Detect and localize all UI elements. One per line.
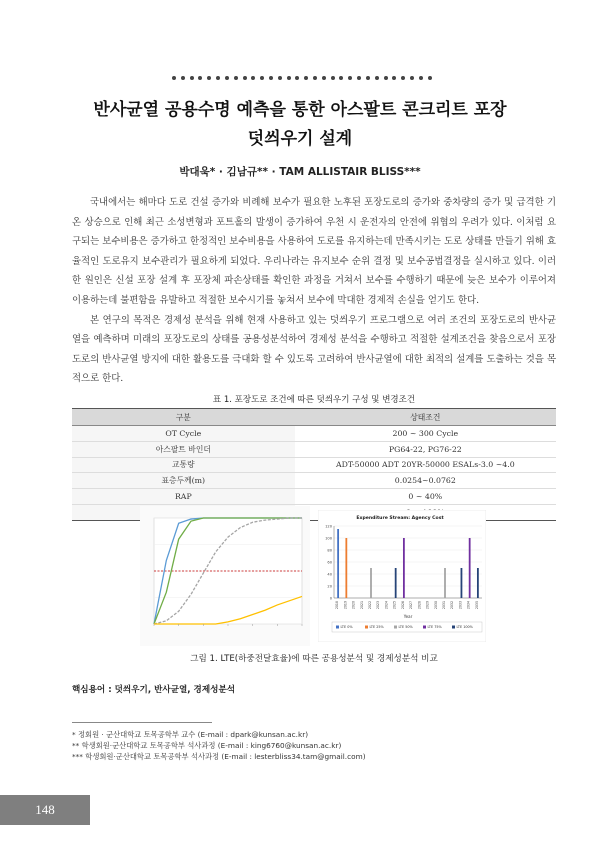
table-cell: 교통량	[72, 457, 295, 473]
dot	[313, 76, 317, 80]
x-tick-label: 2024	[384, 601, 389, 610]
legend-swatch	[452, 626, 455, 629]
dot	[419, 76, 423, 80]
y-tick-label: 20	[327, 584, 332, 589]
legend-label: LTE 25%	[369, 625, 384, 629]
x-tick-label: 2026	[400, 601, 405, 610]
y-tick-label: 100	[325, 536, 332, 541]
legend-swatch	[423, 626, 426, 629]
performance-line-chart	[140, 506, 310, 646]
dot	[243, 76, 247, 80]
dot	[392, 76, 396, 80]
title-line-1: 반사균열 공용수명 예측을 통한 아스팔트 콘크리트 포장	[93, 100, 507, 120]
x-tick-label: 2019	[343, 601, 348, 610]
bar	[395, 568, 397, 598]
table-row	[72, 441, 556, 457]
y-tick-label: 40	[327, 572, 332, 577]
agency-cost-bar-chart	[318, 510, 486, 642]
table-header-row	[72, 409, 556, 426]
x-tick-label: 2018	[335, 601, 340, 610]
x-tick-label: 2033	[458, 601, 463, 610]
legend-swatch	[336, 626, 339, 629]
legend-label: LTE 0%	[340, 625, 353, 629]
dot	[322, 76, 326, 80]
x-tick-label: 2035	[474, 601, 479, 610]
table-row	[72, 473, 556, 489]
x-tick-label: 2025	[392, 601, 397, 610]
paper-title	[40, 96, 560, 154]
table-cell: 표층두께(m)	[72, 473, 295, 489]
table-row	[72, 426, 556, 442]
y-tick-label: 60	[327, 560, 332, 565]
dot	[287, 76, 291, 80]
figure-caption: 그림 1. LTE(하중전달효율)에 따른 공용성분석 및 경제성분석 비교	[190, 654, 438, 664]
bar	[461, 568, 463, 598]
page-number: 148	[0, 795, 90, 825]
dot	[401, 76, 405, 80]
authors: 박대욱* · 김남규** · TAM ALLISTAIR BLISS***	[179, 166, 421, 178]
x-tick-label: 2029	[425, 601, 430, 610]
y-tick-label: 0	[329, 596, 332, 601]
body-text	[72, 193, 556, 389]
table-cell: OT Cycle	[72, 426, 295, 442]
x-tick-label: 2027	[409, 601, 414, 610]
dot	[331, 76, 335, 80]
table-row	[72, 457, 556, 473]
paragraph-2: 본 연구의 목적은 경제성 분석을 위해 현재 사용하고 있는 덧씌우기 프로그램으로 여러 조건의 포장도로의 반사균열을 예측하며 미래의 포장도로의 상태를 공용성분석하여 경제성 분석을 수행하고 적절한 설계조건을 찾음으로서 포장도로의 반사균열 방지에 대한 활용도를 극대화 할 수 있도록 고려하여 반사균열에 대한 최적의 설계를 도출하는 것을 목적으로 한다.	[72, 314, 556, 385]
dot	[384, 76, 388, 80]
dot	[366, 76, 370, 80]
x-tick-label: 2021	[359, 601, 364, 610]
dot	[172, 76, 176, 80]
dot	[181, 76, 185, 80]
title-line-2: 덧씌우기 설계	[247, 129, 353, 149]
table-cell: PG64-22, PG76-22	[295, 441, 556, 457]
bar	[337, 529, 339, 598]
footnote-1: * 정회원 · 군산대학교 토목공학부 교수 (E-mail : dpark@kunsan.ac.kr)	[72, 730, 309, 739]
table-header: 상태조건	[295, 409, 556, 426]
dot	[260, 76, 264, 80]
footnotes	[72, 729, 472, 762]
decorative-dots	[172, 74, 432, 82]
footnote-2: ** 학생회원·군산대학교 토목공학부 석사과정 (E-mail : king6760@kunsan.ac.kr)	[72, 741, 342, 750]
x-tick-label: 2028	[417, 601, 422, 610]
dot	[251, 76, 255, 80]
legend-label: LTE 50%	[398, 625, 413, 629]
bar	[477, 568, 479, 598]
dot	[216, 76, 220, 80]
bar	[403, 538, 405, 598]
legend-label: LTE 100%	[456, 625, 473, 629]
dot	[428, 76, 432, 80]
table-cell: 200 ~ 300 Cycle	[295, 426, 556, 442]
table-cell: 0.0254~0.0762	[295, 473, 556, 489]
legend-swatch	[394, 626, 397, 629]
dot	[375, 76, 379, 80]
dot	[339, 76, 343, 80]
legend-label: LTE 75%	[427, 625, 442, 629]
dot	[190, 76, 194, 80]
dot	[269, 76, 273, 80]
dot	[357, 76, 361, 80]
bar	[370, 568, 372, 598]
bar	[469, 538, 471, 598]
x-tick-label: 2022	[368, 601, 372, 610]
table-cell: ADT-50000 ADT 20YR-50000 ESALs-3.0 ~4.0	[295, 457, 556, 473]
dot	[348, 76, 352, 80]
dot	[295, 76, 299, 80]
dot	[410, 76, 414, 80]
x-tick-label: 2020	[351, 601, 356, 610]
dot	[278, 76, 282, 80]
x-tick-label: 2032	[450, 601, 455, 610]
x-tick-label: 2031	[442, 601, 446, 610]
dot	[234, 76, 238, 80]
chart-title: Expenditure Stream: Agency Cost	[356, 516, 444, 521]
y-tick-label: 80	[327, 548, 332, 553]
conditions-table	[72, 408, 556, 521]
x-tick-label: 2023	[376, 601, 381, 610]
y-tick-label: 120	[325, 524, 332, 529]
dot	[207, 76, 211, 80]
table-row	[72, 489, 556, 505]
x-tick-label: 2034	[466, 601, 471, 610]
paragraph-1: 국내에서는 해마다 도로 건설 증가와 비례해 보수가 필요한 노후된 포장도로의 증가와 중차량의 증가 및 급격한 기온 상승으로 인해 최근 소성변형과 포트홀의 발생이 증가하여 우천 시 운전자의 안전에 위협의 우려가 있다. 이처럼 요구되는 보수비용은 증가하고 한정적인 보수비용을 사용하여 도로를 유지하는데 만족시키는 도로 상태를 만들기 위해 효율적인 도로유지 보수관리가 필요하게 되었다. 우리나라는 유지보수 순위 결정 및 보수공법결정을 실시하고 있다. 이러한 원인은 신설 포장 설계 후 포장체 파손상태를 확인한 과정을 거쳐서 보수를 수행하기 때문에 늦은 보수가 이루어져 이용하는데 불편함을 유발하고 적절한 보수시기를 놓쳐서 보수에 막대한 경제적 손실을 얻기도 한다.	[72, 197, 556, 306]
footnote-3: *** 학생회원·군산대학교 토목공학부 석사과정 (E-mail : lesterbliss34.tam@gmail.com)	[72, 752, 366, 761]
bar	[345, 538, 347, 598]
table-caption: 표 1. 포장도로 조건에 따른 덧씌우기 구성 및 변경조건	[212, 395, 416, 405]
dot	[225, 76, 229, 80]
table-header: 구분	[72, 409, 295, 426]
legend-swatch	[365, 626, 368, 629]
x-tick-label: 2030	[433, 601, 438, 610]
table-cell: 0 ~ 40%	[295, 489, 556, 505]
dot	[304, 76, 308, 80]
keywords: 핵심용어 : 덧씌우기, 반사균열, 경제성분석	[72, 685, 236, 695]
dot	[198, 76, 202, 80]
bar	[444, 568, 446, 598]
footnote-divider	[72, 722, 212, 723]
x-axis-label: Year	[403, 614, 413, 619]
table-cell: 아스팔트 바인더	[72, 441, 295, 457]
table-cell: RAP	[72, 489, 295, 505]
